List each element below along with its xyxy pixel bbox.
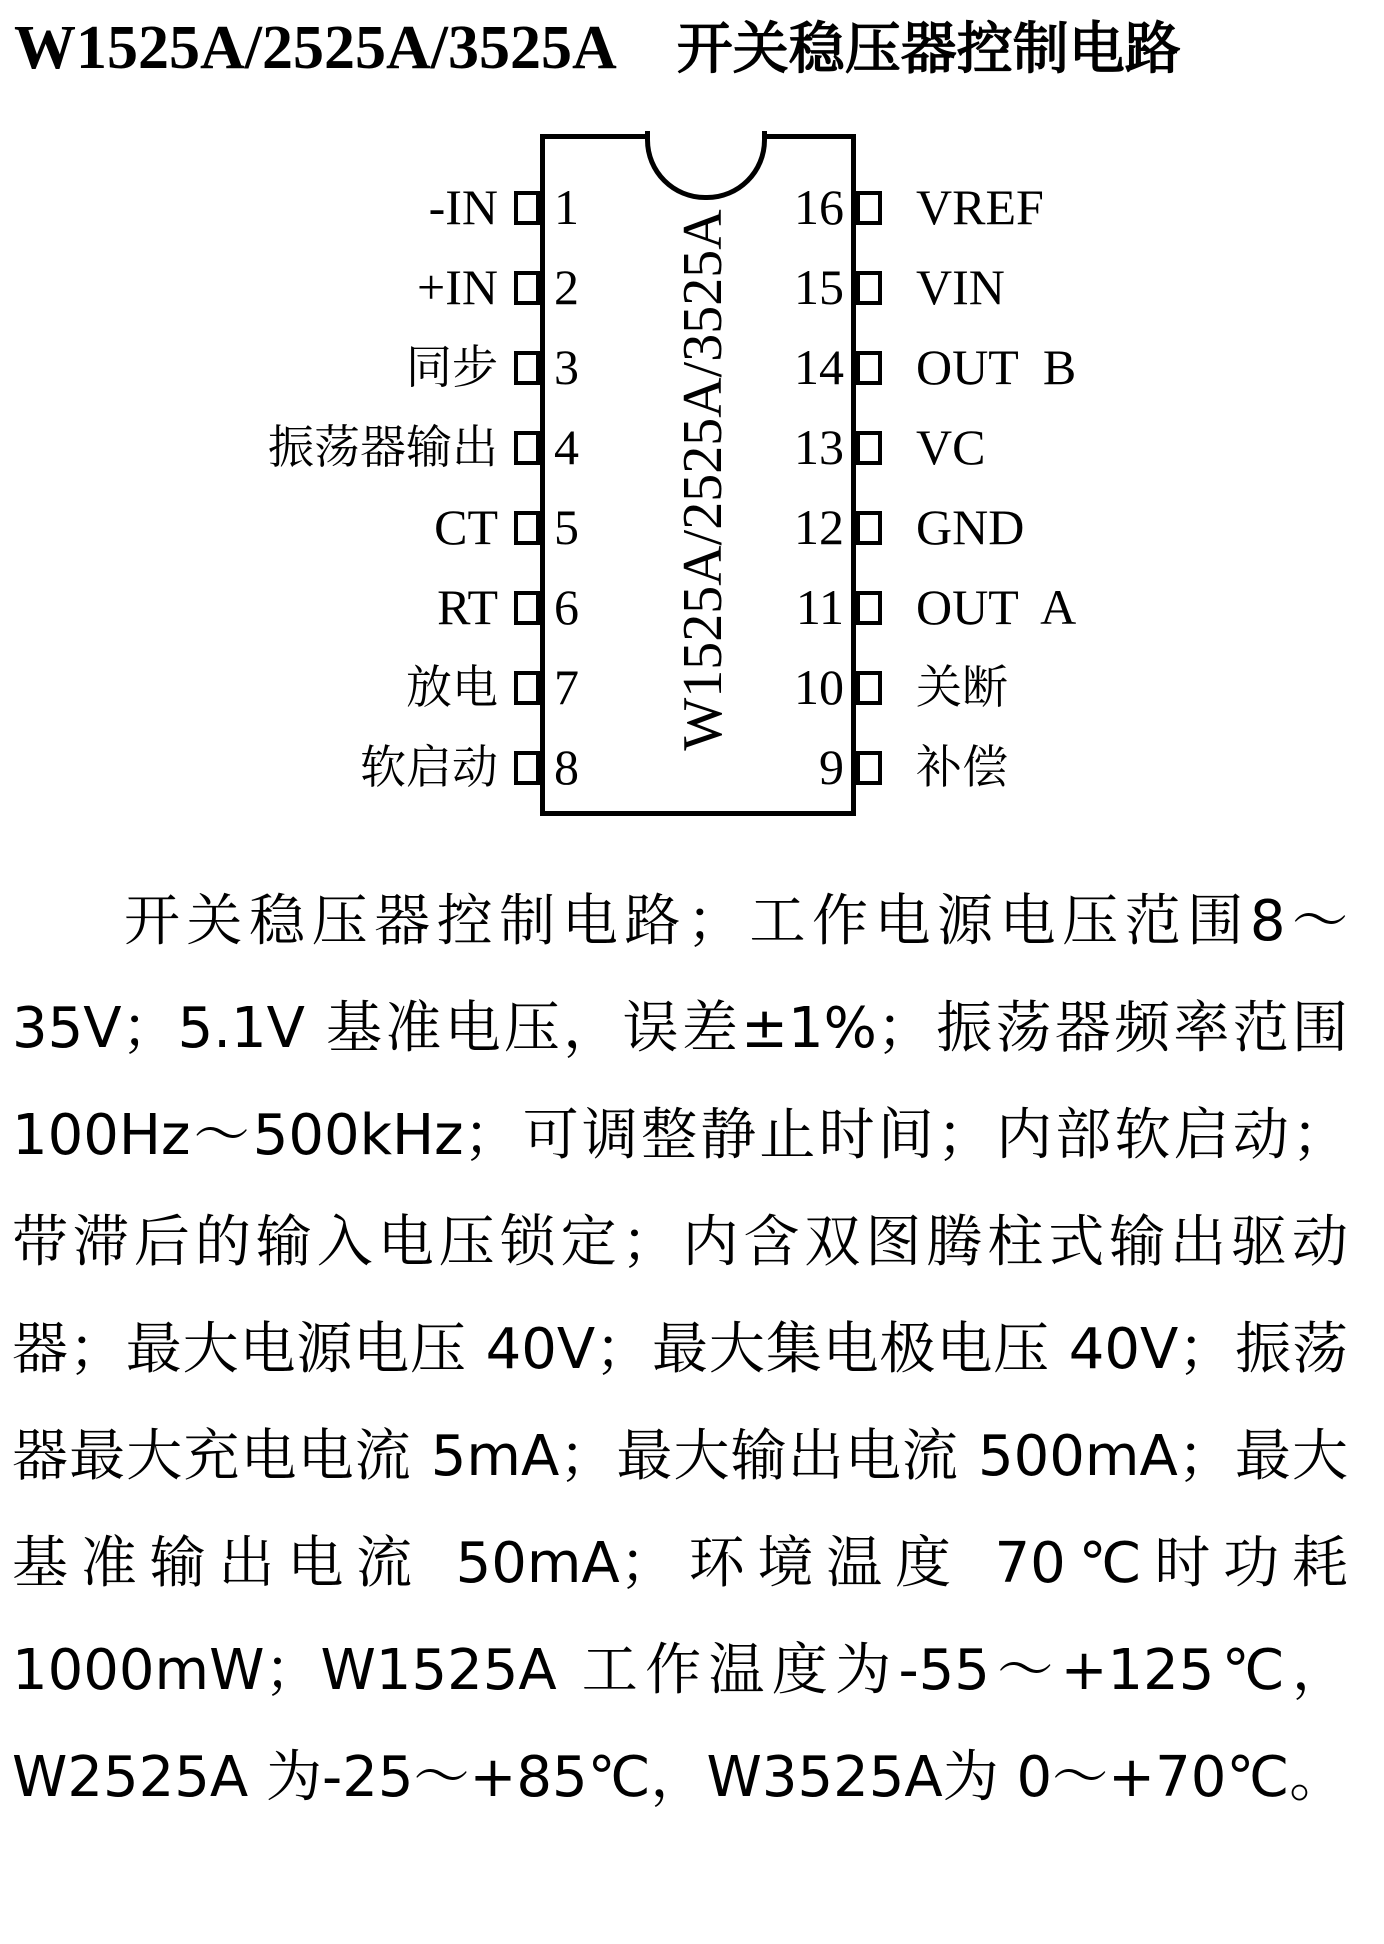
page-title (14, 8, 1181, 88)
pin-lead (856, 751, 882, 785)
pin-lead (856, 191, 882, 225)
pin-signal: VC (916, 419, 986, 475)
pin-15 (794, 247, 1384, 327)
pin-number: 4 (554, 419, 579, 475)
pin-8 (0, 727, 579, 807)
pin-lead (514, 591, 540, 625)
pin-number: 12 (794, 499, 844, 555)
pin-7 (0, 647, 579, 727)
pin-9 (819, 727, 1384, 807)
pin-signal: VREF (916, 179, 1044, 235)
pin-number: 15 (794, 259, 844, 315)
pin-lead (514, 191, 540, 225)
pin-number: 13 (794, 419, 844, 475)
pin-13 (794, 407, 1384, 487)
pin-signal: 软启动 (360, 740, 498, 794)
pin-lead (856, 271, 882, 305)
pin-signal: RT (437, 579, 498, 635)
pin-number: 1 (554, 179, 579, 235)
pin-1 (0, 167, 579, 247)
pin-3 (0, 327, 579, 407)
pin-12 (794, 487, 1384, 567)
pin-lead (856, 511, 882, 545)
pin-5 (0, 487, 579, 567)
pin-signal: CT (434, 499, 498, 555)
pin-number: 6 (554, 579, 579, 635)
pin-lead (514, 671, 540, 705)
pin-16 (794, 167, 1384, 247)
pin-signal: -IN (428, 179, 498, 235)
pin-number: 5 (554, 499, 579, 555)
pin-signal: 补偿 (916, 740, 1008, 794)
pin-signal: GND (916, 499, 1025, 555)
pin-signal: 同步 (406, 340, 498, 394)
pin-6 (0, 567, 579, 647)
pin-signal: 振荡器输出 (268, 420, 498, 474)
pin-number: 14 (794, 339, 844, 395)
pin-signal: OUT B (916, 339, 1077, 395)
device-name: 开关稳压器控制电路 (676, 17, 1181, 82)
pin-14 (794, 327, 1384, 407)
pin-number: 3 (554, 339, 579, 395)
pin-lead (514, 511, 540, 545)
pin-number: 2 (554, 259, 579, 315)
pin-lead (856, 671, 882, 705)
pin-lead (856, 431, 882, 465)
pin-lead (514, 751, 540, 785)
pin-number: 9 (819, 739, 844, 795)
pin-lead (856, 351, 882, 385)
pin-4 (0, 407, 579, 487)
pin-lead (856, 591, 882, 625)
pin-number: 10 (794, 659, 844, 715)
pin-lead (514, 271, 540, 305)
pin-number: 7 (554, 659, 579, 715)
pin-number: 16 (794, 179, 844, 235)
pin-lead (514, 351, 540, 385)
chip-body-label: W1525A/2525A/3525A (672, 209, 734, 751)
pin-lead (514, 431, 540, 465)
pin-11 (795, 567, 1384, 647)
pin-signal: 放电 (406, 660, 498, 714)
pin-number: 8 (554, 739, 579, 795)
pin-number: 11 (795, 579, 844, 635)
pin-10 (794, 647, 1384, 727)
pin-signal: VIN (916, 259, 1005, 315)
part-numbers: W1525A/2525A/3525A (14, 14, 617, 82)
pin1-notch (645, 131, 767, 200)
pin-2 (0, 247, 579, 327)
pin-signal: OUT A (916, 579, 1077, 635)
description-paragraph: 开关稳压器控制电路；工作电源电压范围8～35V；5.1V 基准电压，误差±1%；振荡器频率范围 100Hz～500kHz；可调整静止时间；内部软启动；带滞后的输入电压锁定；内含双图腾柱式输出驱动器；最大电源电压 40V；最大集电极电压 40V；振荡器最大充电电流 5mA；最大输出电流 500mA；最大基准输出电流 50mA；环境温度 70℃时功耗 1000mW；W1525A 工作温度为-55～+125℃，W2525A 为-25～+85℃，W3525A为 0～+70℃。 (12, 889, 1348, 1810)
pin-signal: +IN (417, 259, 498, 315)
pin-signal: 关断 (916, 660, 1008, 714)
